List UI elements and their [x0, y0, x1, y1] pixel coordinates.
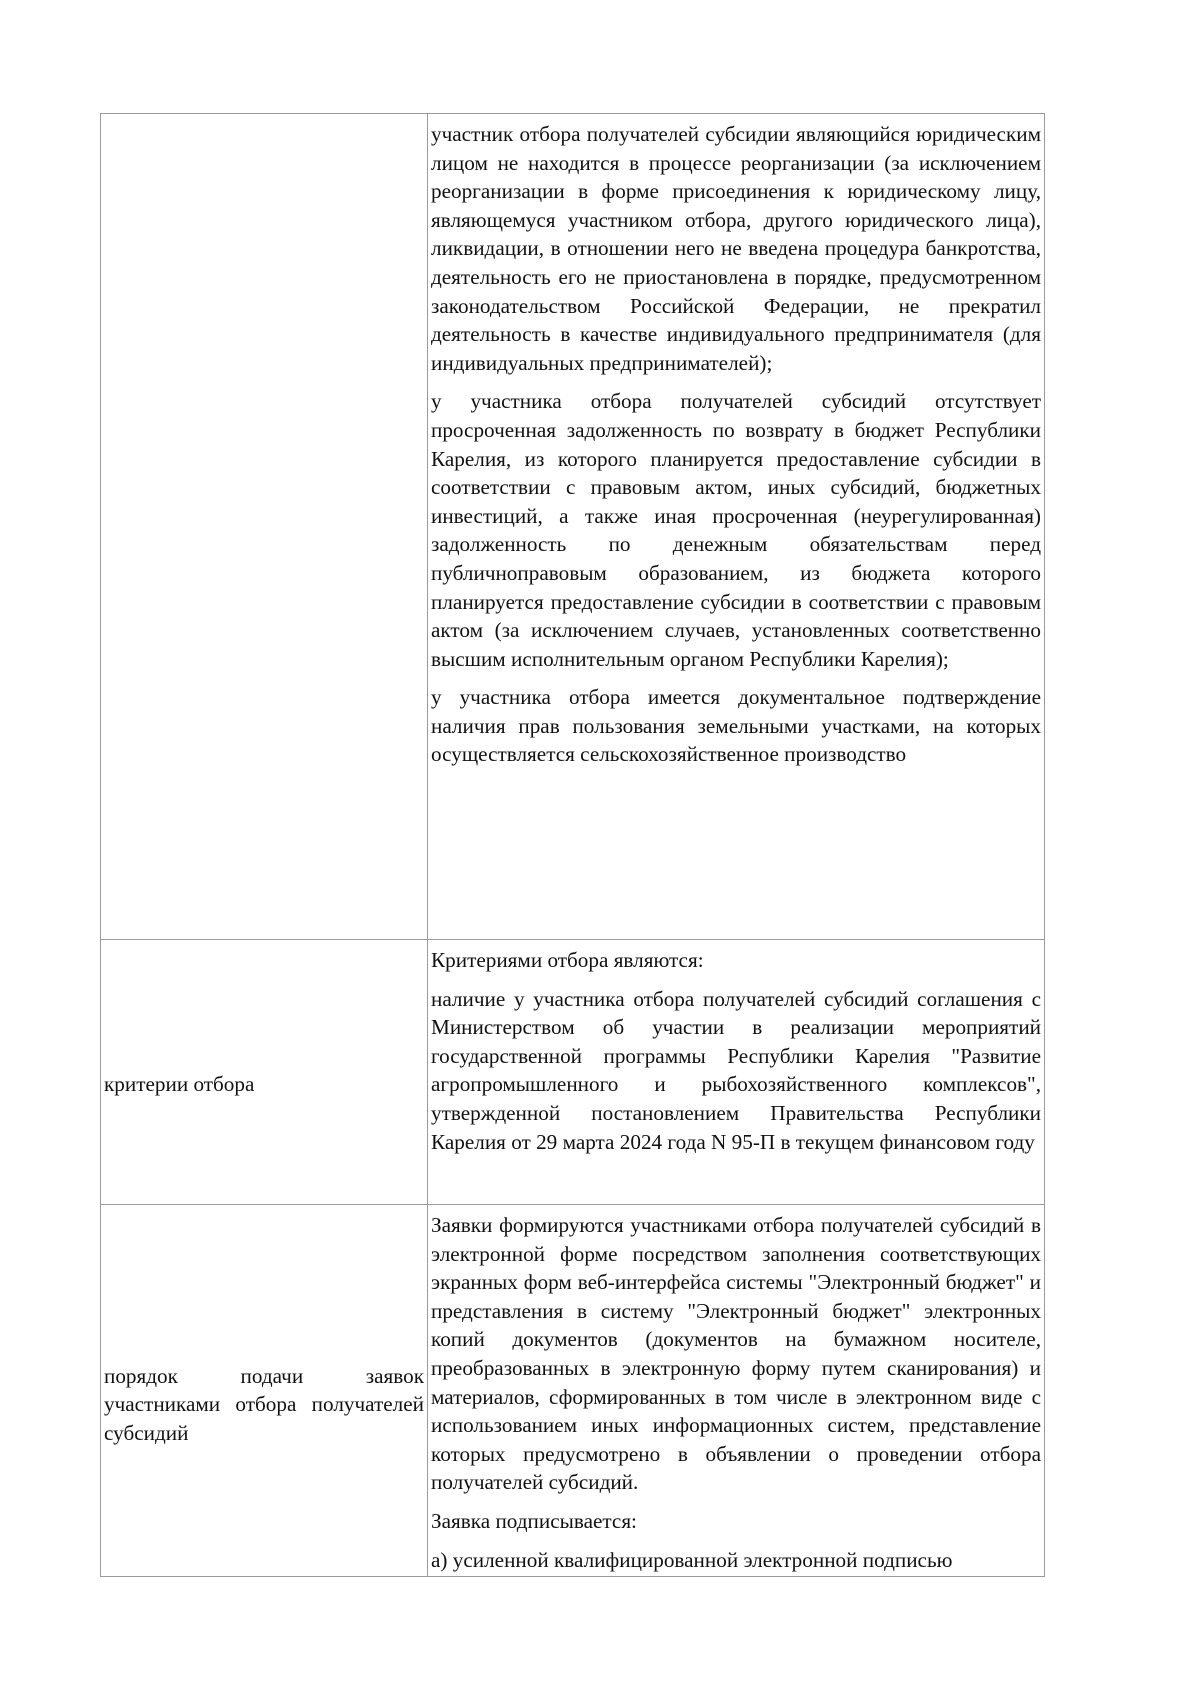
table-row: [101, 114, 1045, 940]
row-content-cell: [428, 1205, 1045, 1577]
table-row: [101, 940, 1045, 1205]
paragraph: у участника отбора получателей субсидий отсутствует просроченная задолженность по возврату в бюджет Республики Карелия, из которого планируется предоставление субсидии в соответствии с правовым актом, иных субсидий, бюджетных инвестиций, а также иная просроченная (неурегулированная) задолженность по денежным обязательствам перед публичноправовым образованием, из бюджета которого планируется предоставление субсидии в соответствии с правовым актом (за исключением случаев, установленных соответственно высшим исполнительным органом Республики Карелия);: [431, 389, 1041, 671]
paragraph: наличие у участника отбора получателей субсидий соглашения с Министерством об участии в реализации мероприятий государственной программы Республики Карелия "Развитие агропромышленного и рыбохозяйственного комплексов", утвержденной постановлением Правительства Республики Карелия от 29 марта 2024 года N 95-П в текущем финансовом году: [431, 986, 1041, 1154]
table-row: [101, 1205, 1045, 1577]
paragraph: Заявка подписывается:: [431, 1508, 637, 1533]
paragraph: а) усиленной квалифицированной электронной подписью: [431, 1547, 953, 1572]
row-label-cell: [101, 940, 428, 1205]
row-label-cell: [101, 114, 428, 940]
row-label: порядок подачи заявок участниками отбора получателей субсидий: [104, 1363, 424, 1445]
row-content-cell: [428, 940, 1045, 1205]
row-content-cell: [428, 114, 1045, 940]
paragraph: Критериями отбора являются:: [431, 948, 704, 972]
paragraph: участник отбора получателей субсидии являющийся юридическим лицом не находится в процессе реорганизации (за исключением реорганизации в форме присоединения к юридическому лицу, являющемуся участником отбора, другого юридического лица), ликвидации, в отношении него не введена процедура банкротства, деятельность его не приостановлена в порядке, предусмотренном законодательством Российской Федерации, не прекратил деятельность в качестве индивидуального предпринимателя (для индивидуальных предпринимателей);: [431, 122, 1041, 375]
row-label-cell: [101, 1205, 428, 1577]
paragraph: у участника отбора имеется документальное подтверждение наличия прав пользования земельными участками, на которых осуществляется сельскохозяйственное производство: [431, 685, 1041, 767]
row-label: критерии отбора: [104, 1071, 255, 1096]
paragraph: Заявки формируются участниками отбора получателей субсидий в электронной форме посредством заполнения соответствующих экранных форм веб-интерфейса системы "Электронный бюджет" и представления в систему "Электронный бюджет" электронных копий документов (документов на бумажном носителе, преобразованных в электронную форму путем сканирования) и материалов, сформированных в том числе в электронном виде с использованием иных информационных систем, представление которых предусмотрено в объявлении о проведении отбора получателей субсидий.: [431, 1213, 1041, 1495]
document-table: [100, 113, 1045, 1577]
